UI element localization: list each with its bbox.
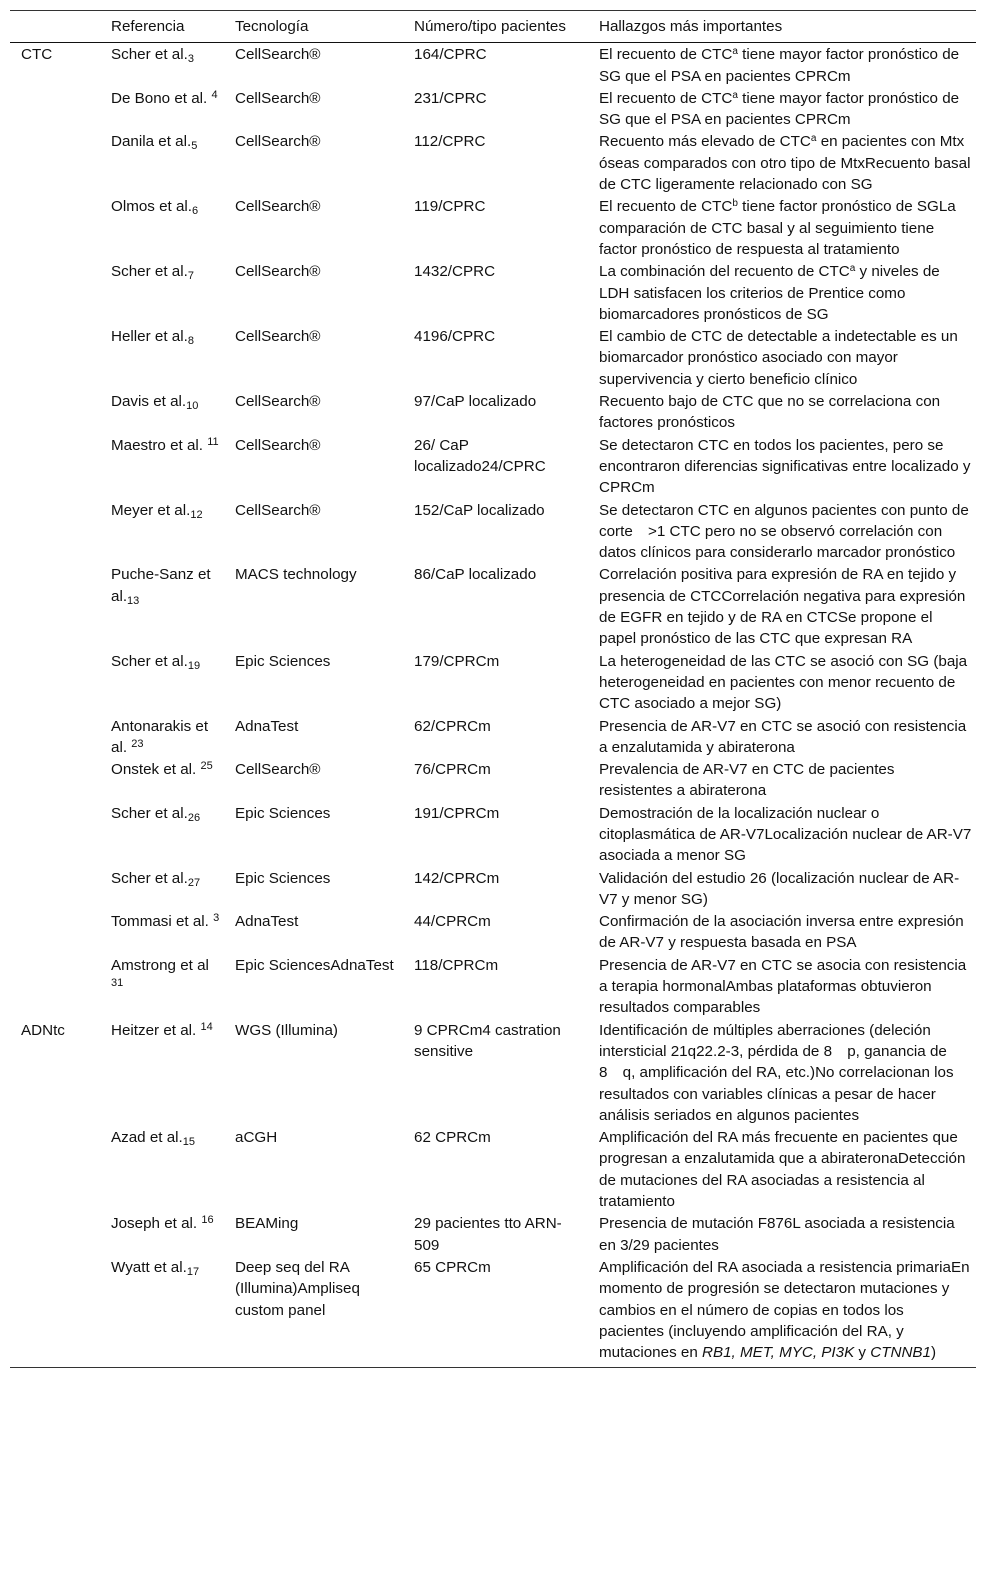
footnote-marker: a bbox=[732, 89, 738, 101]
finding-text: La combinación del recuento de CTC bbox=[599, 263, 850, 281]
finding-text: Se detectaron CTC en algunos pacientes con punto de corte >1 CTC pero no se observó correlación con datos clínicos para considerarlo marcador pronóstico bbox=[599, 501, 969, 562]
cell-hallazgos bbox=[588, 1256, 976, 1368]
cell-tecnologia: Epic Sciences bbox=[235, 652, 331, 670]
cell-tecnologia: CellSearch® bbox=[235, 133, 321, 151]
table-body bbox=[10, 43, 976, 1368]
cell-tecnologia: CellSearch® bbox=[235, 501, 321, 519]
reference-author: Olmos et al. bbox=[111, 198, 193, 216]
header-group bbox=[10, 11, 100, 43]
cell-group bbox=[10, 130, 100, 195]
reference-number: 11 bbox=[207, 435, 219, 448]
cell-group bbox=[10, 1256, 100, 1368]
table-header bbox=[10, 11, 976, 43]
reference-author: De Bono et al. bbox=[111, 89, 208, 107]
finding-text: y niveles de LDH satisfacen los criterios de Prentice como biomarcadores pronósticos de SG bbox=[599, 263, 940, 323]
table-row bbox=[10, 195, 976, 260]
cell-tecnologia: MACS technology bbox=[235, 566, 357, 584]
finding-text: Presencia de mutación F876L asociada a resistencia en 3/29 pacientes bbox=[599, 1215, 955, 1254]
finding-text: tiene factor pronóstico de SGLa comparación de CTC basal y al seguimiento tiene factor pronóstico de respuesta al tratamiento bbox=[599, 198, 956, 258]
reference-author: Puche-Sanz et al. bbox=[111, 566, 211, 605]
finding-text: La heterogeneidad de las CTC se asoció con SG (baja heterogeneidad en pacientes con menor recuento de CTC asociado a mejor SG) bbox=[599, 652, 968, 713]
cell-pacientes: 119/CPRC bbox=[414, 198, 486, 216]
cell-referencia bbox=[100, 195, 224, 260]
finding-text: y bbox=[854, 1344, 871, 1362]
reference-number: 23 bbox=[131, 737, 144, 750]
finding-text: El cambio de CTC de detectable a indetectable es un biomarcador pronóstico asociado con mayor supervivencia y cierto beneficio clínico bbox=[599, 328, 958, 388]
cell-tecnologia: Epic Sciences bbox=[235, 804, 331, 822]
table-row bbox=[10, 758, 976, 802]
cell-hallazgos bbox=[588, 130, 976, 195]
cell-hallazgos bbox=[588, 499, 976, 564]
cell-referencia bbox=[100, 434, 224, 499]
cell-group bbox=[10, 1212, 100, 1256]
cell-referencia bbox=[100, 867, 224, 911]
cell-group bbox=[10, 260, 100, 325]
reference-author: Onstek et al. bbox=[111, 761, 197, 779]
cell-pacientes: 118/CPRCm bbox=[414, 956, 499, 974]
table-row bbox=[10, 390, 976, 434]
cell-referencia bbox=[100, 87, 224, 131]
table-row bbox=[10, 910, 976, 954]
cell-group bbox=[10, 802, 100, 867]
reference-number: 6 bbox=[192, 205, 199, 218]
cell-tecnologia: CellSearch® bbox=[235, 328, 321, 346]
results-table bbox=[10, 10, 976, 1368]
table-row bbox=[10, 715, 976, 759]
cell-group: ADNtc bbox=[21, 1021, 65, 1039]
cell-referencia bbox=[100, 43, 224, 87]
header-pacientes: Número/tipo pacientes bbox=[403, 11, 588, 43]
finding-text: Amplificación del RA más frecuente en pacientes que progresan a enzalutamida que a abirateronaDetección de mutaciones del RA asociadas a resistencia al tratamiento bbox=[599, 1129, 966, 1211]
finding-text: Correlación positiva para expresión de RA en tejido y presencia de CTCCorrelación negativa para expresión de EGFR en tejido y de RA en CTCSe propone el papel pronóstico de las CTC que expresan RA bbox=[599, 566, 966, 648]
cell-tecnologia: CellSearch® bbox=[235, 89, 321, 107]
cell-group bbox=[10, 867, 100, 911]
cell-referencia bbox=[100, 260, 224, 325]
finding-text: El recuento de CTC bbox=[599, 198, 733, 216]
cell-referencia bbox=[100, 715, 224, 759]
reference-author: Joseph et al. bbox=[111, 1215, 198, 1233]
reference-author: Heller et al. bbox=[111, 328, 188, 346]
finding-text: tiene mayor factor pronóstico de SG que el PSA en pacientes CPRCm bbox=[599, 46, 960, 85]
cell-referencia bbox=[100, 1256, 224, 1368]
cell-tecnologia: Deep seq del RA (Illumina)Ampliseq custom panel bbox=[224, 1256, 403, 1368]
cell-tecnologia: CellSearch® bbox=[235, 263, 321, 281]
cell-group bbox=[10, 715, 100, 759]
reference-author: Heitzer et al. bbox=[111, 1021, 197, 1039]
cell-pacientes: 65 CPRCm bbox=[403, 1256, 588, 1368]
finding-text: Amplificación del RA asociada a resistencia primariaEn momento de progresión se detectaron mutaciones y cambios en el número de copias en todos los pacientes (incluyendo amplificación del RA, y mutaciones en bbox=[599, 1258, 970, 1362]
reference-author: Scher et al. bbox=[111, 804, 188, 822]
cell-referencia bbox=[100, 499, 224, 564]
table-row bbox=[10, 563, 976, 649]
reference-number: 3 bbox=[187, 53, 194, 66]
finding-text: Demostración de la localización nuclear o citoplasmática de AR-V7Localización nuclear de AR-V7 asociada a menor SG bbox=[599, 804, 972, 865]
header-tecnologia: Tecnología bbox=[224, 11, 403, 43]
finding-text: El recuento de CTC bbox=[599, 89, 733, 107]
cell-tecnologia: aCGH bbox=[235, 1129, 278, 1147]
reference-author: Davis et al. bbox=[111, 393, 187, 411]
table-row bbox=[10, 499, 976, 564]
cell-group bbox=[10, 499, 100, 564]
cell-pacientes: 62 CPRCm bbox=[414, 1129, 491, 1147]
reference-number: 10 bbox=[186, 400, 199, 413]
cell-referencia bbox=[100, 650, 224, 715]
cell-tecnologia: Epic Sciences bbox=[235, 869, 331, 887]
reference-author: Scher et al. bbox=[111, 869, 188, 887]
reference-number: 8 bbox=[187, 335, 194, 348]
cell-group bbox=[10, 563, 100, 649]
cell-group bbox=[10, 650, 100, 715]
cell-hallazgos bbox=[588, 87, 976, 131]
table-row bbox=[10, 130, 976, 195]
cell-referencia bbox=[100, 390, 224, 434]
cell-tecnologia: Epic SciencesAdnaTest bbox=[235, 956, 394, 974]
reference-author: Antonarakis et al. bbox=[111, 717, 209, 756]
finding-text: Recuento más elevado de CTC bbox=[599, 133, 811, 151]
finding-text: ) bbox=[931, 1344, 937, 1362]
reference-number: 14 bbox=[200, 1020, 213, 1033]
cell-group bbox=[10, 195, 100, 260]
reference-author: Wyatt et al. bbox=[111, 1258, 187, 1276]
cell-pacientes: 86/CaP localizado bbox=[414, 566, 537, 584]
finding-text: Validación del estudio 26 (localización nuclear de AR-V7 y menor SG) bbox=[599, 869, 960, 908]
cell-pacientes: 164/CPRC bbox=[414, 46, 487, 64]
cell-referencia bbox=[100, 758, 224, 802]
cell-pacientes: 62/CPRCm bbox=[414, 717, 491, 735]
cell-tecnologia: CellSearch® bbox=[235, 761, 321, 779]
reference-number: 25 bbox=[200, 760, 213, 773]
cell-pacientes: 97/CaP localizado bbox=[414, 393, 537, 411]
reference-number: 17 bbox=[186, 1265, 200, 1278]
cell-referencia bbox=[100, 954, 224, 1019]
cell-pacientes: 4196/CPRC bbox=[414, 328, 496, 346]
footnote-marker: a bbox=[732, 46, 738, 58]
reference-number: 12 bbox=[190, 508, 203, 521]
table-row bbox=[10, 954, 976, 1019]
reference-number: 7 bbox=[187, 270, 194, 283]
finding-text: Recuento bajo de CTC que no se correlaciona con factores pronósticos bbox=[599, 393, 941, 432]
reference-number: 26 bbox=[187, 811, 201, 824]
table-row bbox=[10, 867, 976, 911]
reference-number: 19 bbox=[187, 659, 201, 672]
reference-number: 15 bbox=[182, 1136, 196, 1149]
table-row bbox=[10, 43, 976, 87]
table-row bbox=[10, 650, 976, 715]
cell-pacientes: 142/CPRCm bbox=[414, 869, 500, 887]
cell-group bbox=[10, 1126, 100, 1212]
table-row bbox=[10, 1019, 976, 1126]
cell-pacientes: 29 pacientes tto ARN-509 bbox=[414, 1215, 562, 1254]
cell-tecnologia: BEAMing bbox=[235, 1215, 299, 1233]
table-row bbox=[10, 325, 976, 390]
cell-group bbox=[10, 954, 100, 1019]
header-hallazgos: Hallazgos más importantes bbox=[588, 11, 976, 43]
footnote-marker: a bbox=[810, 133, 817, 145]
cell-tecnologia: CellSearch® bbox=[235, 46, 321, 64]
cell-pacientes: 76/CPRCm bbox=[414, 761, 491, 779]
reference-number: 3 bbox=[213, 912, 220, 925]
cell-referencia bbox=[100, 1126, 224, 1212]
cell-hallazgos bbox=[588, 195, 976, 260]
cell-hallazgos bbox=[588, 802, 976, 867]
reference-number: 13 bbox=[127, 594, 140, 607]
cell-hallazgos bbox=[588, 260, 976, 325]
cell-pacientes: 179/CPRCm bbox=[414, 652, 500, 670]
reference-number: 5 bbox=[191, 140, 198, 153]
cell-hallazgos bbox=[588, 650, 976, 715]
cell-pacientes: 9 CPRCm4 castration sensitive bbox=[414, 1021, 561, 1060]
cell-hallazgos bbox=[588, 758, 976, 802]
finding-text: Presencia de AR-V7 en CTC se asoció con resistencia a enzalutamida y abiraterona bbox=[599, 717, 967, 756]
gene-name: RB1, MET, MYC, PI3K bbox=[702, 1344, 855, 1362]
cell-referencia bbox=[100, 325, 224, 390]
cell-group bbox=[10, 910, 100, 954]
reference-author: Tommasi et al. bbox=[111, 913, 209, 931]
reference-author: Scher et al. bbox=[111, 263, 188, 281]
reference-number: 4 bbox=[211, 88, 218, 101]
cell-hallazgos bbox=[588, 563, 976, 649]
cell-referencia bbox=[100, 130, 224, 195]
cell-hallazgos bbox=[588, 434, 976, 499]
cell-hallazgos bbox=[588, 43, 976, 87]
cell-hallazgos bbox=[588, 1126, 976, 1212]
reference-author: Meyer et al. bbox=[111, 501, 191, 519]
cell-referencia bbox=[100, 1212, 224, 1256]
cell-group bbox=[10, 325, 100, 390]
reference-author: Scher et al. bbox=[111, 652, 188, 670]
cell-tecnologia: CellSearch® bbox=[235, 393, 321, 411]
table-row bbox=[10, 434, 976, 499]
reference-number: 16 bbox=[201, 1214, 214, 1227]
finding-text: tiene mayor factor pronóstico de SG que el PSA en pacientes CPRCm bbox=[599, 89, 960, 129]
cell-pacientes: 152/CaP localizado bbox=[414, 501, 545, 519]
cell-pacientes: 44/CPRCm bbox=[414, 913, 491, 931]
reference-author: Amstrong et al bbox=[111, 956, 209, 974]
cell-hallazgos bbox=[588, 1212, 976, 1256]
header-row bbox=[10, 11, 976, 43]
cell-pacientes: 1432/CPRC bbox=[414, 263, 496, 281]
footnote-marker: b bbox=[732, 198, 738, 210]
cell-group bbox=[10, 434, 100, 499]
table-row bbox=[10, 1126, 976, 1212]
cell-hallazgos bbox=[588, 954, 976, 1019]
reference-author: Danila et al. bbox=[111, 133, 192, 151]
finding-text: en pacientes con Mtx óseas comparados con otro tipo de MtxRecuento basal de CTC ligeramente relacionado con SG bbox=[599, 133, 971, 194]
finding-text: Identificación de múltiples aberraciones (deleción intersticial 21q22.2-3, pérdida de 8 p, ganancia de 8 q, amplificación del RA, etc.)No correlacionan los resultados con variables clínicas a pesar de hacer análisis seriados en algunos pacientes bbox=[599, 1021, 954, 1124]
reference-author: Scher et al. bbox=[111, 46, 188, 64]
cell-referencia bbox=[100, 1019, 224, 1126]
cell-group bbox=[10, 758, 100, 802]
reference-author: Azad et al. bbox=[111, 1129, 183, 1147]
cell-hallazgos bbox=[588, 715, 976, 759]
cell-pacientes: 231/CPRC bbox=[414, 89, 487, 107]
table-row bbox=[10, 802, 976, 867]
cell-referencia bbox=[100, 910, 224, 954]
cell-group bbox=[10, 390, 100, 434]
finding-text: Presencia de AR-V7 en CTC se asocia con resistencia a terapia hormonalAmbas plataformas obtuvieron resultados comparables bbox=[599, 956, 967, 1017]
finding-text: Confirmación de la asociación inversa entre expresión de AR-V7 y respuesta basada en PSA bbox=[599, 913, 964, 952]
table-row bbox=[10, 1212, 976, 1256]
cell-tecnologia: CellSearch® bbox=[235, 198, 321, 216]
cell-tecnologia: AdnaTest bbox=[235, 913, 299, 931]
gene-name: CTNNB1 bbox=[870, 1344, 932, 1362]
cell-group: CTC bbox=[21, 46, 53, 64]
footnote-marker: a bbox=[849, 263, 856, 275]
cell-tecnologia: CellSearch® bbox=[235, 436, 321, 454]
header-referencia: Referencia bbox=[100, 11, 224, 43]
cell-tecnologia: AdnaTest bbox=[235, 717, 299, 735]
cell-hallazgos bbox=[588, 867, 976, 911]
reference-author: Maestro et al. bbox=[111, 436, 204, 454]
table-row bbox=[10, 1256, 976, 1368]
cell-hallazgos bbox=[588, 325, 976, 390]
cell-tecnologia: WGS (Illumina) bbox=[235, 1021, 338, 1039]
reference-number: 31 bbox=[111, 977, 124, 990]
cell-hallazgos bbox=[588, 910, 976, 954]
cell-referencia bbox=[100, 802, 224, 867]
finding-text: Prevalencia de AR-V7 en CTC de pacientes resistentes a abiraterona bbox=[599, 761, 895, 800]
cell-hallazgos bbox=[588, 390, 976, 434]
cell-pacientes: 26/ CaP localizado24/CPRC bbox=[414, 436, 546, 475]
cell-group bbox=[10, 87, 100, 131]
finding-text: El recuento de CTC bbox=[599, 46, 733, 64]
reference-number: 27 bbox=[187, 876, 201, 889]
cell-hallazgos bbox=[588, 1019, 976, 1126]
cell-pacientes: 112/CPRC bbox=[414, 133, 486, 151]
table-row bbox=[10, 87, 976, 131]
finding-text: Se detectaron CTC en todos los pacientes, pero se encontraron diferencias significativas entre localizado y CPRCm bbox=[599, 436, 971, 497]
cell-referencia bbox=[100, 563, 224, 649]
table-row bbox=[10, 260, 976, 325]
cell-pacientes: 191/CPRCm bbox=[414, 804, 500, 822]
